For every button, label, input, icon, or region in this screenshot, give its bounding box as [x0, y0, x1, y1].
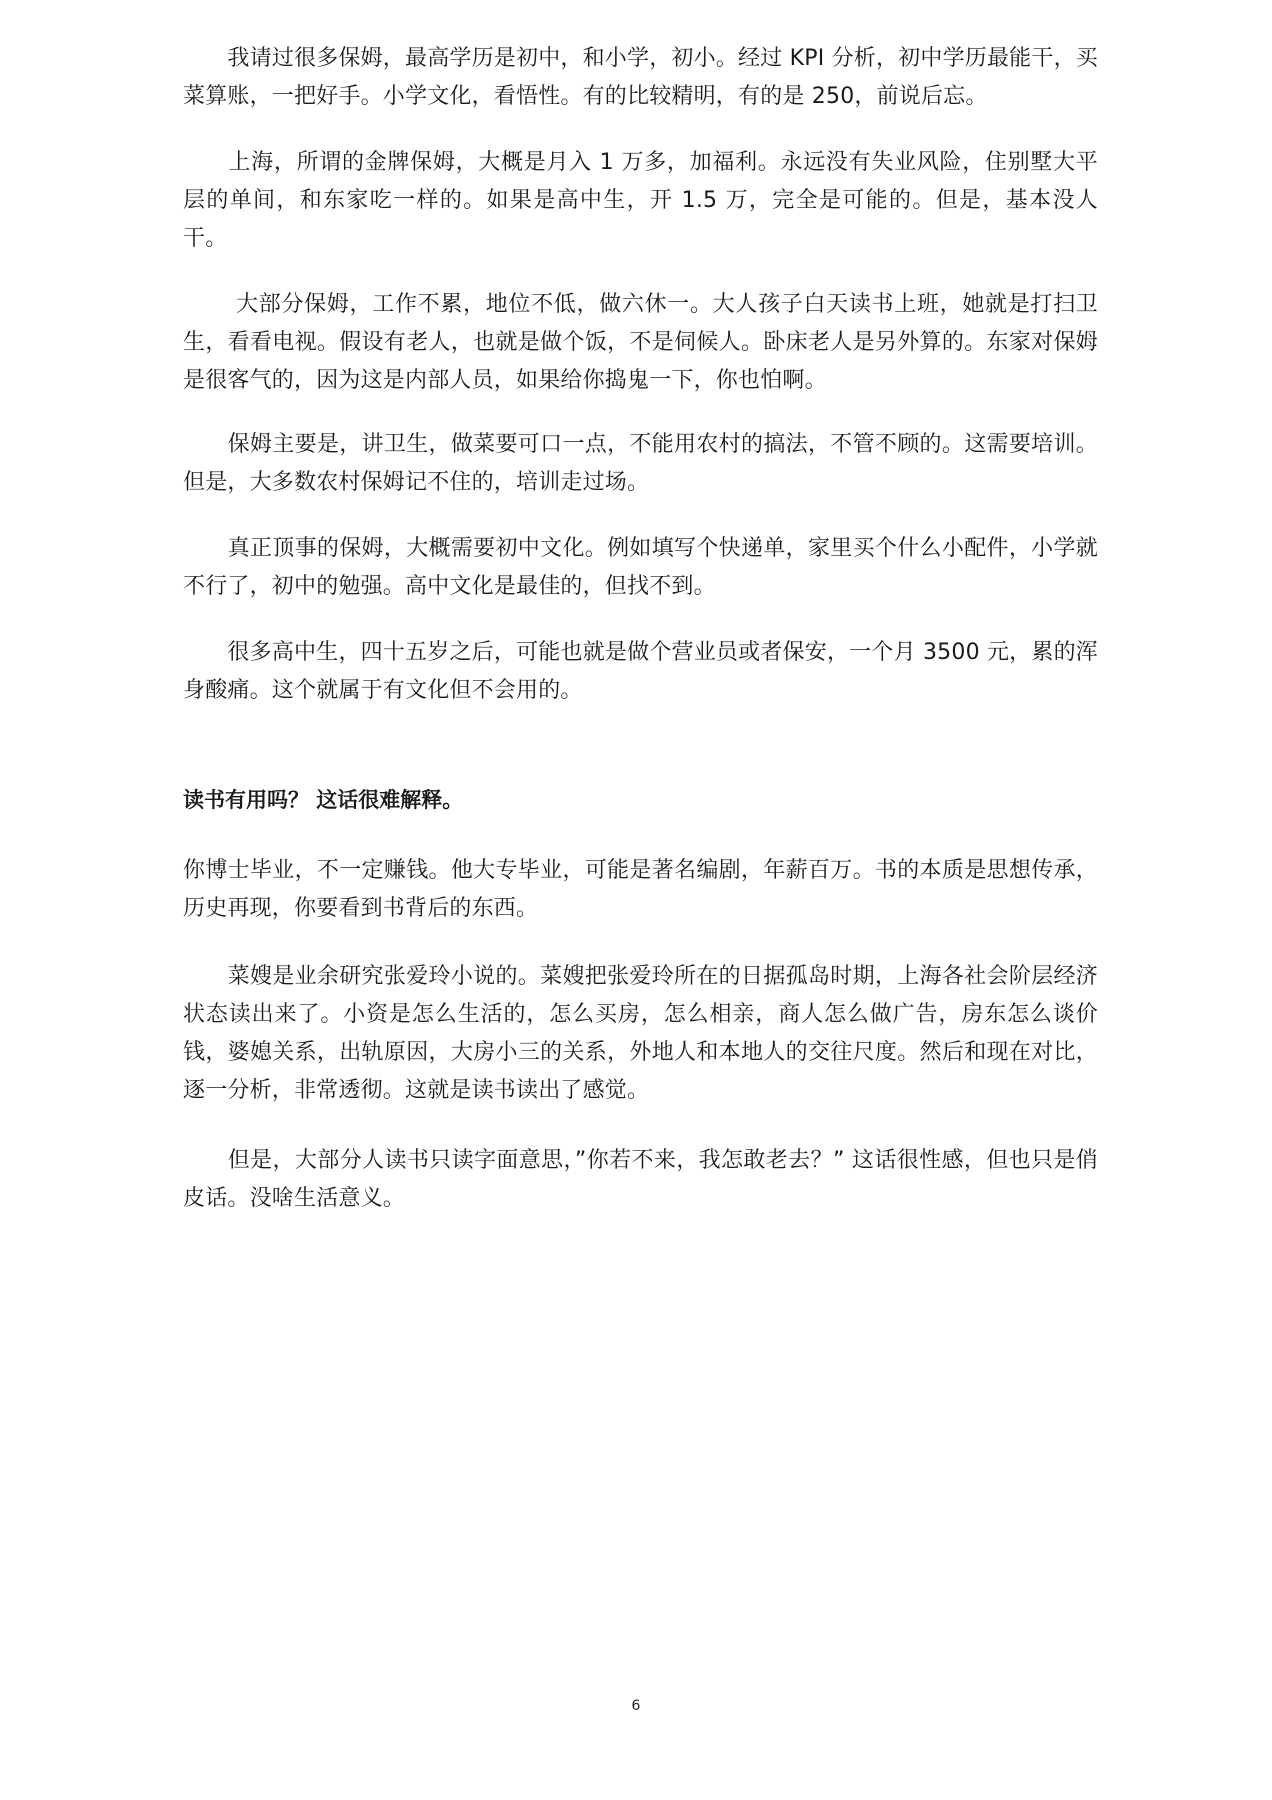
paragraph: 你博士毕业，不一定赚钱。他大专毕业，可能是著名编剧，年薪百万。书的本质是思想传承，历史再现，你要看到书背后的东西。: [183, 858, 1098, 921]
paragraph: 保姆主要是，讲卫生，做菜要可口一点，不能用农村的搞法，不管不顾的。这需要培训。但是，大多数农村保姆记不住的，培训走过场。: [183, 432, 1098, 495]
page-number: 6: [631, 1698, 641, 1714]
paragraph: 真正顶事的保姆，大概需要初中文化。例如填写个快递单，家里买个什么小配件，小学就不行了，初中的勉强。高中文化是最佳的，但找不到。: [183, 536, 1098, 599]
paragraph: 菜嫂是业余研究张爱玲小说的。菜嫂把张爱玲所在的日据孤岛时期，上海各社会阶层经济状态读出来了。小资是怎么生活的，怎么买房，怎么相亲，商人怎么做广告，房东怎么谈价钱，婆媳关系，出轨原因，大房小三的关系，外地人和本地人的交往尺度。然后和现在对比，逐一分析，非常透彻。这就是读书读出了感觉。: [183, 964, 1098, 1103]
section-heading: 读书有用吗？ 这话很难解释。: [183, 788, 464, 812]
paragraph: 大部分保姆，工作不累，地位不低，做六休一。大人孩子白天读书上班，她就是打扫卫生，看看电视。假设有老人，也就是做个饭，不是伺候人。卧床老人是另外算的。东家对保姆是很客气的，因为这是内部人员，如果给你捣鬼一下，你也怕啊。: [183, 292, 1098, 393]
paragraph: 我请过很多保姆，最高学历是初中，和小学，初小。经过 KPI 分析，初中学历最能干，买菜算账，一把好手。小学文化，看悟性。有的比较精明，有的是 250，前说后忘。: [183, 46, 1098, 109]
paragraph: 很多高中生，四十五岁之后，可能也就是做个营业员或者保安，一个月 3500 元，累的浑身酸痛。这个就属于有文化但不会用的。: [183, 640, 1098, 703]
paragraph: 但是，大部分人读书只读字面意思，”你若不来，我怎敢老去？” 这话很性感，但也只是俏皮话。没啥生活意义。: [183, 1148, 1098, 1211]
paragraph: 上海，所谓的金牌保姆，大概是月入 1 万多，加福利。永远没有失业风险，住别墅大平层的单间，和东家吃一样的。如果是高中生，开 1.5 万，完全是可能的。但是，基本没人干。: [183, 150, 1098, 251]
